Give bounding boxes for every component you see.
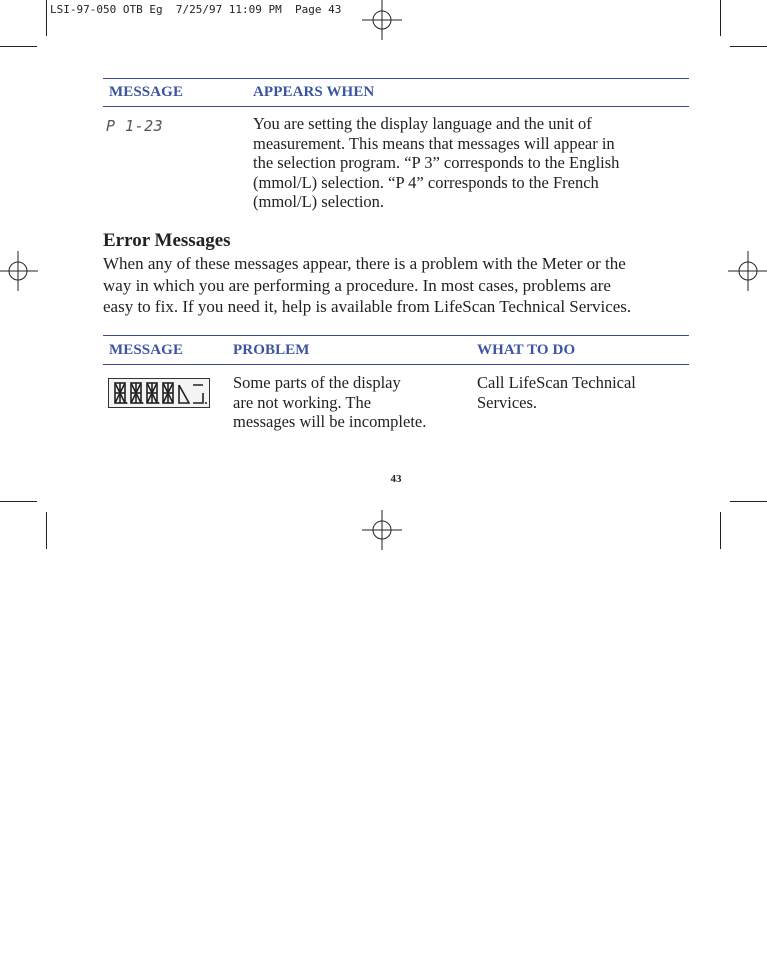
error-intro-paragraph — [103, 253, 693, 318]
lcd-code-display: P 1-23 — [106, 117, 164, 135]
text-line: (mmol/L) selection. “P 4” corresponds to the French — [253, 172, 599, 192]
lcd-all-segments-display — [108, 378, 210, 408]
text-line: Some parts of the display — [233, 373, 401, 392]
section-title: Error Messages — [103, 230, 231, 251]
text-line: (mmol/L) selection. — [253, 192, 385, 211]
crop-mark-top-left-h — [0, 46, 37, 47]
page-number: 43 — [390, 473, 402, 485]
table2-header-rule — [103, 364, 689, 365]
text-line: the selection program. “P 3” corresponds to the English — [253, 153, 620, 172]
crop-mark-mid-right-v — [720, 512, 721, 549]
crop-mark-top-right-h — [730, 46, 767, 47]
print-slug: LSI-97-050 OTB Eg 7/25/97 11:09 PM Page 43 — [50, 3, 342, 16]
text-line: Services. — [477, 392, 538, 412]
text-line: Call LifeScan Technical — [477, 373, 636, 392]
text-line: easy to fix. If you need it, help is available from LifeScan Technical Services. — [103, 297, 632, 316]
table1-header-message: MESSAGE — [109, 84, 184, 100]
crop-mark-mid-left-h — [0, 501, 37, 502]
lcd-segments-icon — [109, 379, 209, 407]
text-line: measurement. This means that messages will appear in — [253, 133, 615, 153]
text-line: When any of these messages appear, there is a problem with the Meter or the — [103, 254, 626, 273]
text-line: You are setting the display language and the unit of — [253, 114, 592, 133]
table2-top-rule — [103, 335, 689, 336]
table1-row-description — [253, 114, 693, 212]
table1-top-rule — [103, 78, 689, 79]
text-line: way in which you are performing a procedure. In most cases, problems are — [103, 275, 611, 295]
crop-mark-top-right-v — [720, 0, 721, 36]
registration-mark-left-icon — [0, 251, 38, 291]
crop-mark-top-left-v — [46, 0, 47, 36]
table2-header-message: MESSAGE — [109, 342, 184, 358]
table2-header-what-to-do: WHAT TO DO — [477, 342, 576, 358]
registration-mark-right-icon — [728, 251, 767, 291]
table1-header-appears-when: APPEARS WHEN — [253, 84, 375, 100]
text-line: messages will be incomplete. — [233, 412, 427, 431]
table2-row-what-to-do — [477, 373, 692, 412]
table1-header-rule — [103, 106, 689, 107]
registration-mark-top-icon — [362, 0, 402, 40]
table2-header-problem: PROBLEM — [233, 342, 310, 358]
registration-mark-bottom-icon — [362, 510, 402, 550]
crop-mark-mid-left-v — [46, 512, 47, 549]
text-line: are not working. The — [233, 392, 372, 412]
crop-mark-mid-right-h — [730, 501, 767, 502]
table2-row-problem — [233, 373, 473, 432]
